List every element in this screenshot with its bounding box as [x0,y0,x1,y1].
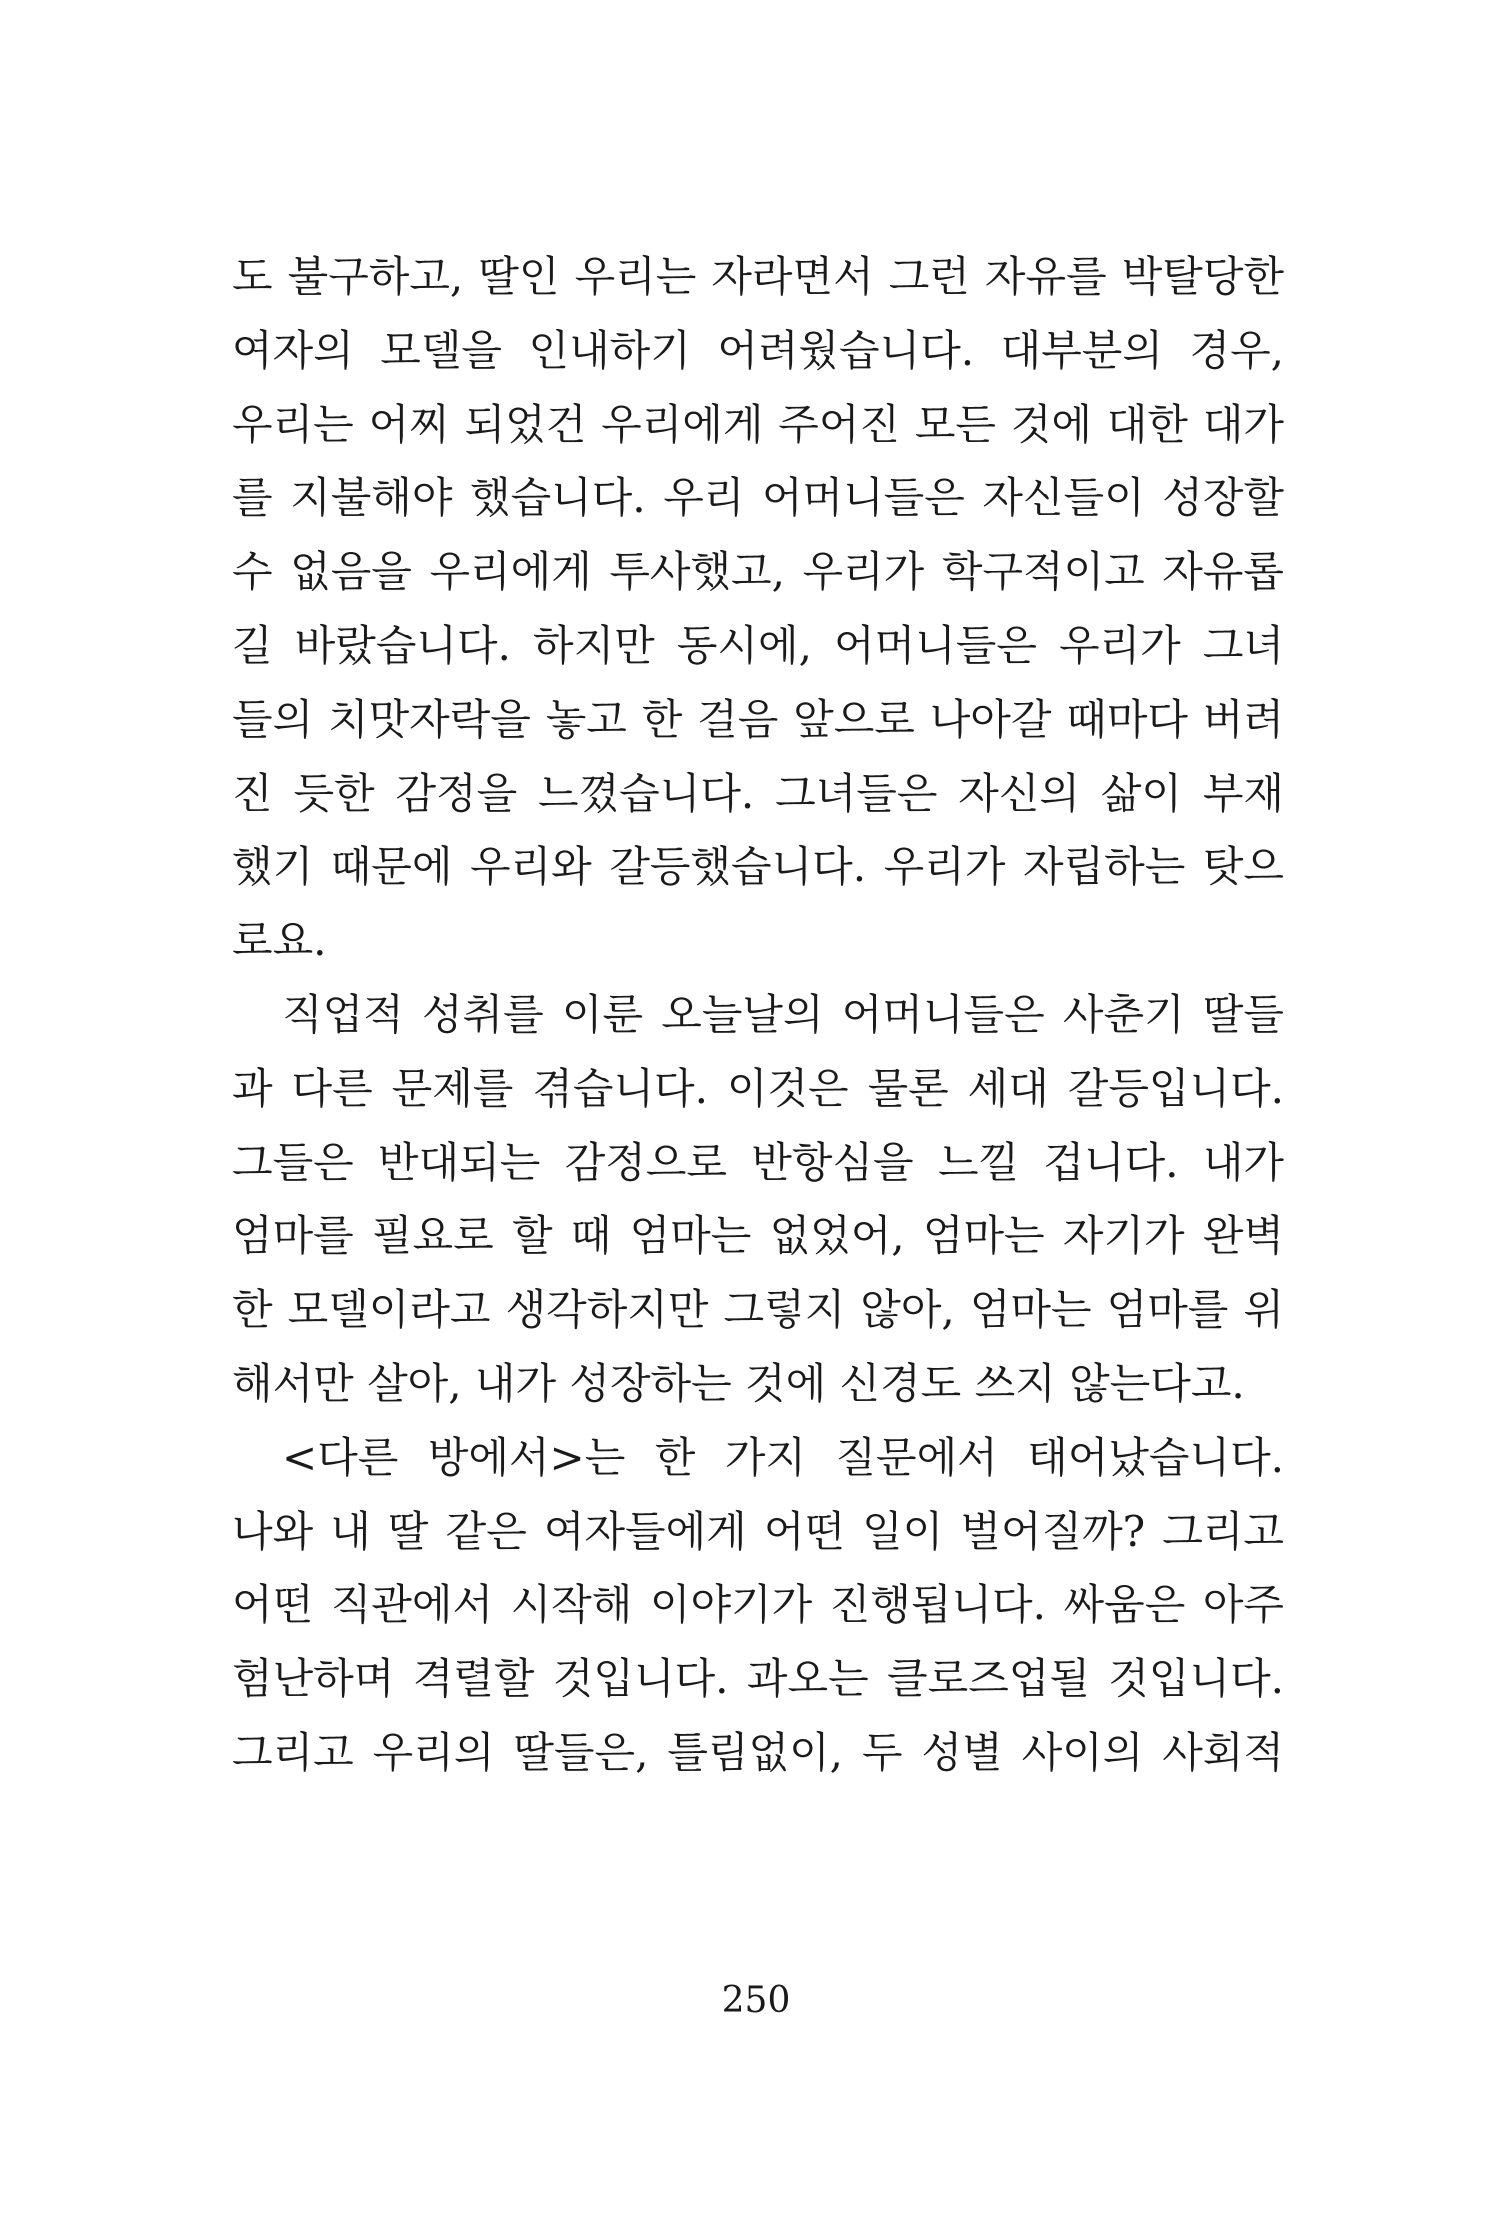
text-line: 진 듯한 감정을 느꼈습니다. 그녀들은 자신의 삶이 부재 [232,768,1284,818]
text-line: 과 다른 문제를 겪습니다. 이것은 물론 세대 갈등입니다. [232,1063,1284,1113]
text-line: 들의 치맛자락을 놓고 한 걸음 앞으로 나아갈 때마다 버려 [232,694,1284,744]
text-line: 우리는 어찌 되었건 우리에게 주어진 모든 것에 대한 대가 [232,399,1284,449]
text-line: 도 불구하고, 딸인 우리는 자라면서 그런 자유를 박탈당한 [232,252,1284,301]
text-line: 해서만 살아, 내가 성장하는 것에 신경도 쓰지 않는다고. [232,1358,1245,1408]
text-line: 험난하며 격렬할 것입니다. 과오는 클로즈업될 것입니다. [232,1654,1284,1704]
text-line: 어떤 직관에서 시작해 이야기가 진행됩니다. 싸움은 아주 [232,1580,1284,1630]
text-line: 나와 내 딸 같은 여자들에게 어떤 일이 벌어질까? 그리고 [232,1506,1284,1556]
text-line: 여자의 모델을 인내하기 어려웠습니다. 대부분의 경우, [232,325,1284,375]
text-line: 길 바랐습니다. 하지만 동시에, 어머니들은 우리가 그녀 [232,620,1284,670]
text-line: 한 모델이라고 생각하지만 그렇지 않아, 엄마는 엄마를 위 [232,1285,1284,1335]
text-line: 직업적 성취를 이룬 오늘날의 어머니들은 사춘기 딸들 [282,989,1284,1039]
text-line: 그리고 우리의 딸들은, 틀림없이, 두 성별 사이의 사회적 [232,1727,1284,1777]
text-line: 그들은 반대되는 감정으로 반항심을 느낄 겁니다. 내가 [232,1137,1284,1187]
text-line: 를 지불해야 했습니다. 우리 어머니들은 자신들이 성장할 [232,473,1284,523]
text-line: 했기 때문에 우리와 갈등했습니다. 우리가 자립하는 탓으 [232,842,1284,892]
text-line: <다른 방에서>는 한 가지 질문에서 태어났습니다. [282,1432,1284,1482]
text-line: 수 없음을 우리에게 투사했고, 우리가 학구적이고 자유롭 [232,547,1284,597]
body-text [232,240,1284,1790]
text-line: 로요. [232,916,327,966]
text-line: 엄마를 필요로 할 때 엄마는 없었어, 엄마는 자기가 완벽 [232,1211,1284,1261]
page-number: 250 [721,1980,791,2021]
